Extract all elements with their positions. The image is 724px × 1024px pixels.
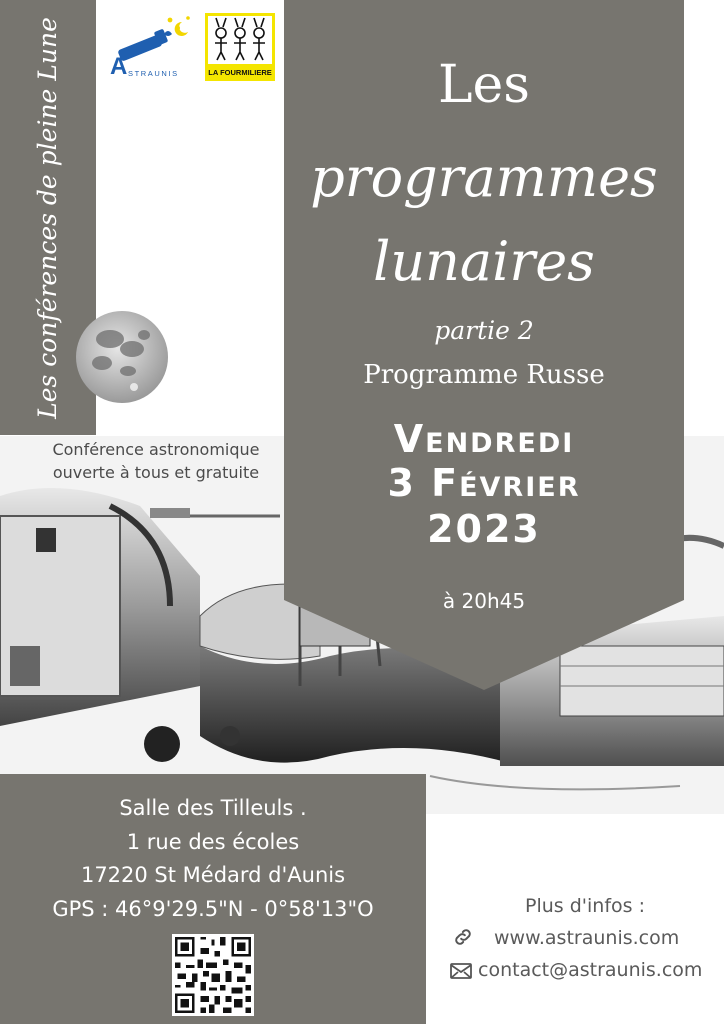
- venue-city: 17220 St Médard d'Aunis: [80, 863, 346, 887]
- moon-icon: [74, 309, 170, 405]
- la-fourmiliere-text: LA FOURMILIERE: [208, 68, 272, 77]
- astraunis-logo-text: STRAUNIS: [128, 69, 179, 78]
- la-fourmiliere-logo: [205, 13, 275, 81]
- title-line-1: Les: [438, 55, 530, 115]
- event-time: à 20h45: [442, 589, 526, 613]
- email-link[interactable]: contact@astraunis.com: [478, 959, 703, 981]
- venue-name: Salle des Tilleuls .: [119, 796, 307, 820]
- conference-line-2: ouverte à tous et gratuite: [52, 463, 260, 482]
- title-line-2: programmes: [310, 146, 658, 209]
- qr-code-icon[interactable]: [172, 934, 254, 1016]
- astraunis-logo-letter: A: [110, 53, 128, 80]
- title-line-3: lunaires: [373, 230, 595, 293]
- date-year: 2023: [427, 507, 541, 551]
- date-day: Vendredi: [393, 417, 575, 461]
- website-link[interactable]: www.astraunis.com: [494, 927, 680, 949]
- link-icon: [452, 926, 474, 948]
- venue-gps: GPS : 46°9'29.5"N - 0°58'13"O: [52, 897, 374, 921]
- venue-street: 1 rue des écoles: [126, 830, 300, 854]
- conference-description: [20, 438, 292, 484]
- program-label: Programme Russe: [363, 360, 605, 390]
- part-label: partie 2: [434, 316, 534, 345]
- info-title: Plus d'infos :: [525, 895, 645, 917]
- date-date: 3 Février: [387, 461, 581, 505]
- series-title: Les conférences de pleine Lune: [33, 17, 62, 419]
- conference-line-1: Conférence astronomique: [52, 440, 260, 459]
- astraunis-logo: [104, 12, 196, 82]
- mail-icon: [449, 960, 473, 980]
